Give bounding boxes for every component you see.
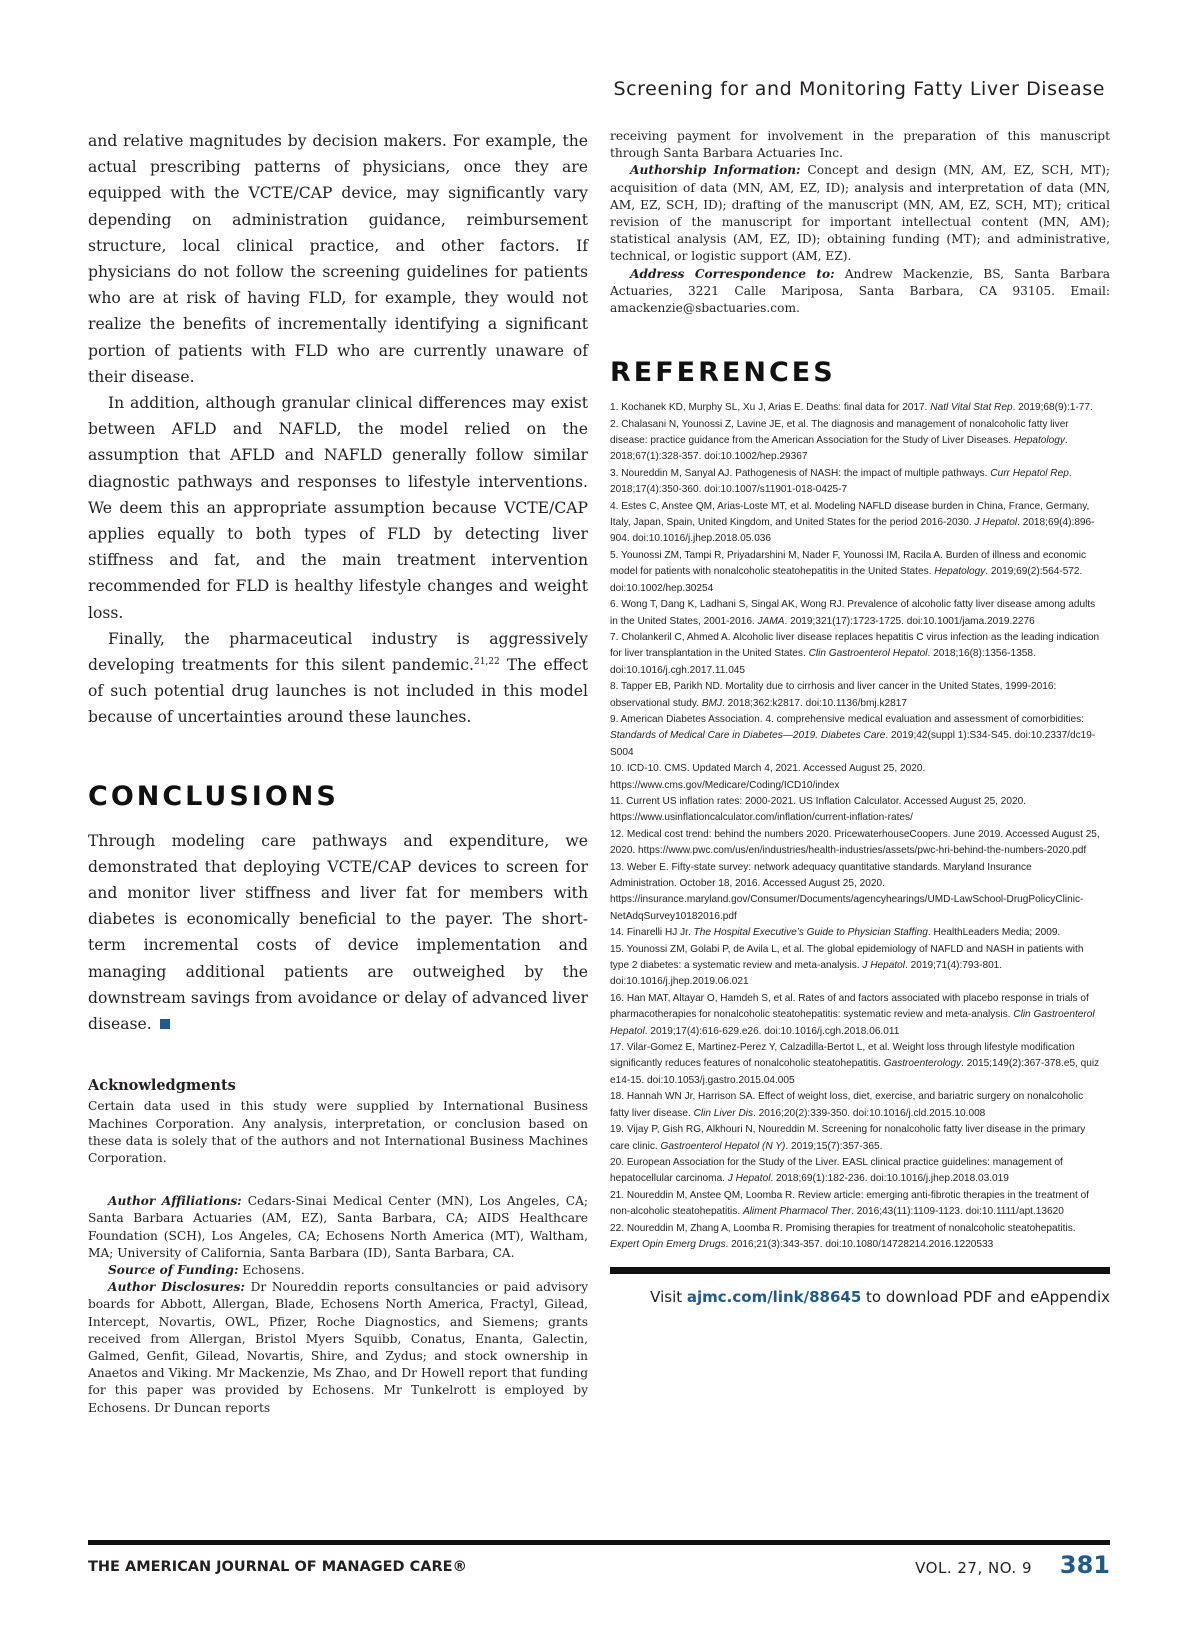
acknowledgments-heading: Acknowledgments [88, 1077, 236, 1095]
reference-text: . 2018;16(8):1356-1358. doi:10.1016/j.cgh.2017.11.045 [610, 648, 1036, 676]
reference-text: . 2019;69(2):564-572. doi:10.1002/hep.30254 [610, 566, 1083, 594]
page-footer [88, 1551, 1110, 1585]
reference-journal: Expert Opin Emerg Drugs [610, 1238, 726, 1250]
right-column [610, 128, 1110, 1306]
reference-text: 11. Current US inflation rates: 2000-2021. US Inflation Calculator. Accessed August 25, 2020. https://www.usinflationcalculator.com/inflation/current-inflation-rates/ [610, 795, 1027, 824]
reference-journal: Clin Gastroenterol Hepatol [808, 648, 928, 660]
reference-text: 12. Medical cost trend: behind the numbers 2020. PricewaterhouseCoopers. June 2019. Accessed August 25, 2020. https://www.pwc.com/us/en/industries/health-industries/assets/pwc-hri-behind-the-numbers-2020.pdf [610, 828, 1100, 857]
text: Concept and design (MN, AM, EZ, SCH, MT); acquisition of data (MN, AM, EZ, ID); analysis and interpretation of data (MN, AM, EZ, SCH, ID); drafting of the manuscript (MN, AM, EZ, SCH, MT); critical revision of the manuscript for important intellectual content (MN, AM); statistical analysis (AM, EZ, ID); obtaining funding (MT); and administrative, technical, or logistic support (AM, EZ). [610, 163, 1110, 264]
reference-journal: J Hepatol [862, 960, 906, 972]
reference-text: 14. Finarelli HJ Jr. [610, 927, 694, 939]
reference-journal: JAMA [757, 615, 785, 627]
reference-text: . 2016;20(2):339-350. doi:10.1016/j.cld.2015.10.008 [753, 1107, 986, 1119]
conclusions-heading: CONCLUSIONS [88, 780, 339, 812]
reference-item [610, 630, 1100, 679]
reference-text: 10. ICD-10. CMS. Updated March 4, 2021. Accessed August 25, 2020. https://www.cms.gov/Medicare/Coding/ICD10/index [610, 763, 926, 791]
reference-text: 16. Han MAT, Altayar O, Hamdeh S, et al. Rates of and factors associated with placebo response in trials of pharmacotherapies for nonalcoholic steatohepatitis: systematic review and meta-analysis. [610, 992, 1089, 1021]
divider [610, 1267, 1110, 1274]
reference-text: . 2015;149(2):367-378.e5, quiz e14-15. doi:10.1053/j.gastro.2015.04.005 [610, 1058, 1100, 1086]
reference-text: . 2019;15(7):357-365. [785, 1140, 883, 1152]
conclusions-body [88, 828, 588, 1038]
reference-text: . 2016;43(11):1109-1123. doi:10.1111/apt.13620 [851, 1206, 1064, 1218]
reference-text: 6. Wong T, Dang K, Ladhani S, Singal AK, Wong RJ. Prevalence of alcoholic fatty liver disease among adults in the United States, 2001-2016. [610, 599, 1096, 627]
reference-text: 3. Noureddin M, Sanyal AJ. Pathogenesis of NASH: the impact of multiple pathways. [610, 467, 991, 479]
paragraph: and relative magnitudes by decision makers. For example, the actual prescribing patterns of physicians, once they are equipped with the VCTE/CAP device, may significantly vary depending on administration guidance, reimbursement structure, local clinical practice, and other factors. If physicians do not follow the screening guidelines for patients who are at risk of having FLD, for example, they would not realize the benefits of incrementally identifying a significant portion of patients with FLD who are currently unaware of their disease. [88, 132, 588, 386]
author-affiliations [88, 1193, 588, 1262]
reference-item [610, 1040, 1100, 1089]
reference-item [610, 1188, 1100, 1221]
reference-item [610, 827, 1100, 860]
label: Authorship Information: [630, 163, 801, 178]
reference-item [610, 679, 1100, 712]
reference-journal: Curr Hepatol Rep [990, 467, 1069, 479]
reference-journal: Clin Gastroenterol Hepatol [610, 1009, 1095, 1037]
volume-issue: VOL. 27, NO. 9 [915, 1559, 1032, 1577]
page-number: 381 [1059, 1551, 1110, 1579]
reference-item [610, 417, 1100, 466]
reference-item [610, 499, 1100, 548]
reference-item [610, 794, 1100, 827]
reference-text: 1. Kochanek KD, Murphy SL, Xu J, Arias E. Deaths: final data for 2017. [610, 402, 931, 414]
reference-journal: Gastroenterology [883, 1058, 962, 1070]
reference-text: . 2019;321(17):1723-1725. doi:10.1001/jama.2019.2276 [784, 615, 1035, 627]
reference-text: . 2019;42(suppl 1):S34-S45. doi:10.2337/dc19-S004 [610, 730, 1096, 758]
reference-text: 22. Noureddin M, Zhang A, Loomba R. Promising therapies for treatment of nonalcoholic steatohepatitis. [610, 1222, 1076, 1234]
references-list [610, 400, 1110, 1253]
reference-item [610, 860, 1100, 926]
reference-text: 5. Younossi ZM, Tampi R, Priyadarshini M, Nader F, Younossi IM, Racila A. Burden of illness and economic model for patients with nonalcoholic steatohepatitis in the United States. [610, 549, 1087, 578]
reference-text: 8. Tapper EB, Parikh ND. Mortality due to cirrhosis and liver cancer in the United States, 1999-2016: observational study. [610, 681, 1057, 709]
reference-text: 21. Noureddin M, Anstee QM, Loomba R. Review article: emerging anti-fibrotic therapies in the treatment of non-alcoholic steatohepatitis. [610, 1189, 1089, 1218]
paragraph-text: Through modeling care pathways and expenditure, we demonstrated that deploying VCTE/CAP devices to screen for and monitor liver stiffness and liver fat for members with diabetes is economically beneficial to the payer. The short-term incremental costs of device implementation and managing additional patients are outweighed by the downstream savings from avoidance or delay of advanced liver disease. [88, 831, 588, 1034]
reference-text: 4. Estes C, Anstee QM, Arias-Loste MT, et al. Modeling NAFLD disease burden in China, France, Germany, Italy, Japan, Spain, United Kingdom, and United States for the period 2016-2030. [610, 500, 1090, 529]
visit-text: to download PDF and eAppendix [861, 1288, 1110, 1307]
reference-journal: J Hepatol [727, 1173, 771, 1185]
reference-item [610, 991, 1100, 1040]
reference-journal: Gastroenterol Hepatol (N Y) [660, 1140, 786, 1152]
paragraph [88, 626, 588, 731]
download-note [610, 1288, 1110, 1306]
reference-item [610, 712, 1100, 761]
reference-journal: Hepatology [934, 566, 986, 578]
download-link[interactable]: ajmc.com/link/88645 [686, 1288, 862, 1307]
reference-item [610, 942, 1100, 991]
reference-text: 2. Chalasani N, Younossi Z, Lavine JE, et al. The diagnosis and management of nonalcoholic fatty liver disease: practice guidance from the American Association for the Study of Liver Diseases. [610, 418, 1069, 447]
reference-journal: Hepatology [1013, 435, 1065, 447]
citation-superscript[interactable]: 21,22 [473, 656, 500, 667]
reference-text: 20. European Association for the Study of the Liver. EASL clinical practice guidelines: management of hepatocellular carcinoma. [610, 1156, 1063, 1185]
reference-item [610, 1122, 1100, 1155]
reference-text: 7. Cholankeril C, Ahmed A. Alcoholic liver disease replaces hepatitis C virus infection as the leading indication for liver transplantation in the United States. [610, 631, 1100, 660]
reference-item [610, 925, 1100, 941]
reference-journal: Natl Vital Stat Rep [930, 402, 1013, 414]
reference-item [610, 1089, 1100, 1122]
reference-text: . 2016;21(3):343-357. doi:10.1080/14728214.2016.1220533 [725, 1238, 994, 1250]
reference-journal: BMJ [701, 697, 722, 709]
end-mark-icon [160, 1019, 170, 1029]
reference-item [610, 761, 1100, 794]
reference-item [610, 466, 1100, 499]
reference-item [610, 548, 1100, 597]
label: Source of Funding: [108, 1262, 239, 1277]
reference-text: 18. Hannah WN Jr, Harrison SA. Effect of weight loss, diet, exercise, and bariatric surgery on nonalcoholic fatty liver disease. [610, 1091, 1084, 1119]
author-disclosures [88, 1279, 588, 1417]
journal-name: THE AMERICAN JOURNAL OF MANAGED CARE® [88, 1559, 468, 1575]
acknowledgments-text: Certain data used in this study were supplied by International Business Machines Corporation. Any analysis, interpretation, or conclusion based on these data is solely that of the authors and not International Business Machines Corporation. [88, 1099, 588, 1165]
reference-text: 15. Younossi ZM, Golabi P, de Avila L, et al. The global epidemiology of NAFLD and NASH in patients with type 2 diabetes: a systematic review and meta-analysis. [610, 943, 1084, 972]
text: Andrew Mackenzie, BS, Santa Barbara Actuaries, 3221 Calle Mariposa, Santa Barbara, CA 93105. Email: amackenzie@sbactuaries.com. [610, 266, 1110, 316]
text: Dr Noureddin reports consultancies or paid advisory boards for Abbott, Allergan, Blade, Echosens North America, Fractyl, Gilead, Intercept, Novartis, OWL, Pfizer, Roche Diagnostics, and Siemens; grants received from Allergan, Bristol Myers Squibb, Conatus, Enanta, Galectin, Galmed, Genfit, Gilead, Novartis, Shire, and Zydus; and stock ownership in Anaetos and Viking. Mr Mackenzie, Ms Zhao, and Dr Howell report that funding for this paper was provided by Echosens. Mr Tunkelrott is employed by Echosens. Dr Duncan reports [88, 1280, 588, 1415]
address-correspondence [610, 266, 1110, 318]
text: Echosens. [238, 1262, 305, 1277]
reference-item [610, 400, 1100, 416]
label: Author Disclosures: [108, 1280, 245, 1295]
running-head: Screening for and Monitoring Fatty Liver Disease [613, 78, 1105, 100]
reference-text: 13. Weber E. Fifty-state survey: network adequacy quantitative standards. Maryland Insurance Administration. October 18, 2016. Accessed August 25, 2020. https://insurance.maryland.gov/Consumer/Documents/agencyhearings/UMD-LawSchool-DrugPolicyClinic-NetAdqSurvey10182016.pdf [610, 861, 1084, 922]
reference-journal: Clin Liver Dis [693, 1107, 754, 1119]
reference-text: . 2018;69(1):182-236. doi:10.1016/j.jhep.2018.03.019 [770, 1173, 1009, 1185]
reference-text: . 2018;17(4):350-360. doi:10.1007/s11901-018-0425-7 [610, 467, 1072, 496]
text: Cedars-Sinai Medical Center (MN), Los Angeles, CA; Santa Barbara Actuaries (AM, EZ), Santa Barbara, CA; AIDS Healthcare Foundation (SCH), Los Angeles, CA; Echosens North America (MT), Waltham, MA; University of California, Santa Barbara (ID), Santa Barbara, CA. [88, 1194, 588, 1260]
reference-text: 17. Vilar-Gomez E, Martinez-Perez Y, Calzadilla-Bertot L, et al. Weight loss through lifestyle modification significantly reduces features of nonalcoholic steatohepatitis. [610, 1042, 1075, 1070]
paragraph [88, 828, 588, 1038]
source-of-funding [88, 1262, 588, 1279]
visit-text: Visit [650, 1288, 687, 1307]
reference-text: . 2018;67(1):328-357. doi:10.1002/hep.29367 [610, 435, 1068, 463]
paragraph-text: Finally, the pharmaceutical industry is aggressively developing treatments for this silent pandemic. [88, 629, 588, 675]
disclosures-continued: receiving payment for involvement in the preparation of this manuscript through Santa Barbara Actuaries Inc. [610, 129, 1110, 161]
reference-item [610, 597, 1100, 630]
reference-journal: The Hospital Executive’s Guide to Physician Staffing [693, 927, 928, 939]
left-column [88, 128, 588, 1417]
label: Address Correspondence to: [630, 266, 835, 281]
reference-text: . 2018;69(4):896-904. doi:10.1016/j.jhep.2018.05.036 [610, 517, 1095, 545]
authorship-information [610, 162, 1110, 265]
reference-text: . 2018;362:k2817. doi:10.1136/bmj.k2817 [721, 697, 907, 709]
body-text [88, 128, 588, 731]
reference-text: . 2019;71(4):793-801. doi:10.1016/j.jhep.2019.06.021 [610, 960, 1003, 988]
reference-journal: Aliment Pharmacol Ther [742, 1206, 852, 1218]
reference-text: . 2019;68(9):1-77. [1012, 402, 1093, 414]
reference-text: 19. Vijay P, Gish RG, Alkhouri N, Noureddin M. Screening for nonalcoholic fatty liver disease in the primary care clinic. [610, 1124, 1086, 1152]
reference-item [610, 1155, 1100, 1188]
reference-text: . 2019;17(4):616-629.e26. doi:10.1016/j.cgh.2018.06.011 [644, 1025, 900, 1037]
footer-divider [88, 1540, 1110, 1545]
paragraph: In addition, although granular clinical differences may exist between AFLD and NAFLD, the model relied on the assumption that AFLD and NAFLD generally follow similar diagnostic pathways and responses to lifestyle interventions. We deem this an appropriate assumption because VCTE/CAP applies equally to both types of FLD by detecting liver stiffness and fat, and the main treatment intervention recommended for FLD is healthy lifestyle changes and weight loss. [88, 394, 588, 622]
reference-text: . HealthLeaders Media; 2009. [927, 927, 1061, 939]
reference-item [610, 1221, 1100, 1254]
reference-journal: J Hepatol [974, 517, 1018, 529]
reference-text: 9. American Diabetes Association. 4. comprehensive medical evaluation and assessment of comorbidities: [610, 713, 1084, 725]
references-heading: REFERENCES [610, 357, 836, 389]
reference-journal: Standards of Medical Care in Diabetes—2019. Diabetes Care [610, 730, 886, 742]
label: Author Affiliations: [108, 1194, 242, 1209]
paragraph-text: The effect of such potential drug launches is not included in this model because of uncertainties around these launches. [88, 656, 588, 727]
